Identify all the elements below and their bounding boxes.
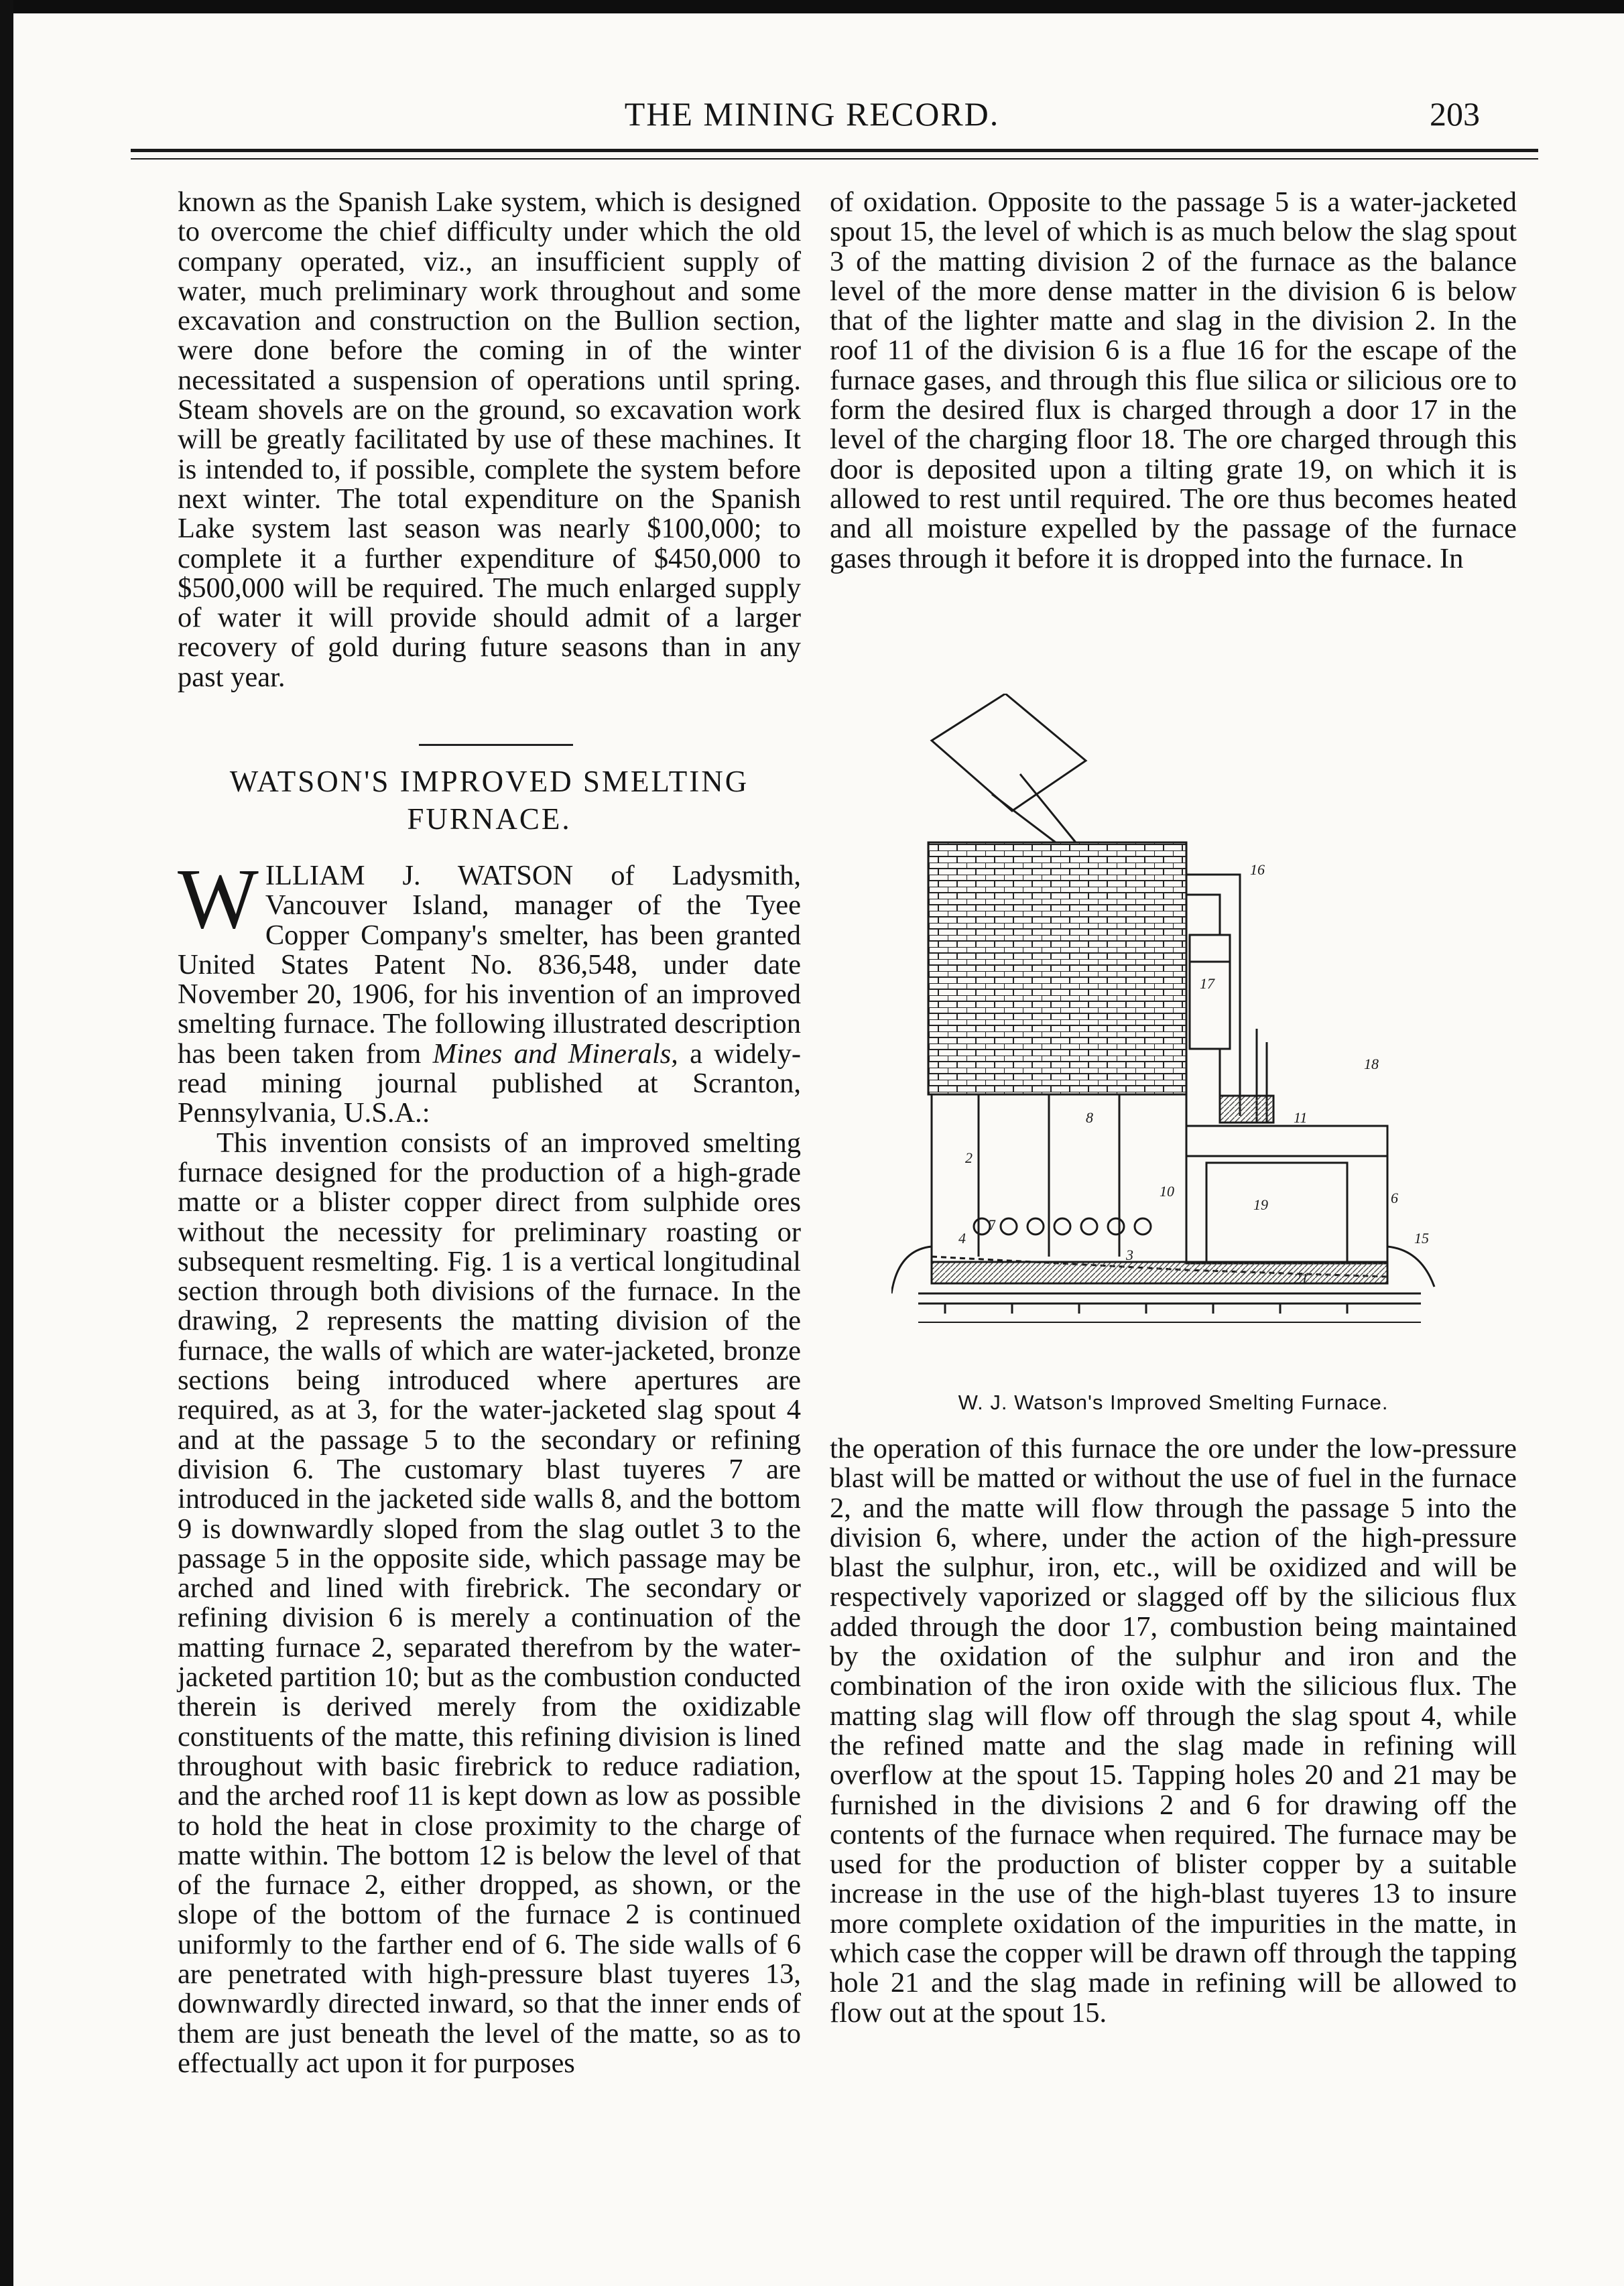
- drop-cap: W: [178, 851, 259, 946]
- running-header: [0, 94, 1624, 147]
- continued-paragraph: known as the Spanish Lake system, which is designed to overcome the chief difficulty under which the old company operated, viz., an insufficient supply of water, much preliminary work throughout and some excavation and construction on the Bullion section, were done before the coming in of the winter necessitated a suspension of operations until spring. Steam shovels are on the ground, so excavation work will be greatly facilitated by use of these machines. It is intended to, if possible, complete the system before next winter. The total expenditure on the Spanish Lake system last season was nearly $100,000; to complete it a further expenditure of $450,000 to $500,000 will be required. The much enlarged supply of water it will provide should admit of a larger recovery of gold during future seasons than in any past year.: [178, 186, 801, 693]
- intro-paragraph: [178, 851, 802, 1129]
- journal-title: THE MINING RECORD.: [624, 95, 1000, 133]
- intro-text-b: a widely-read mining journal published at Scranton, Pennsylvania, U.S.A.:: [178, 1037, 802, 1129]
- fig-label-7: 7: [989, 1216, 996, 1233]
- scan-top-edge: [0, 0, 1624, 13]
- fig-label-4: 4: [958, 1230, 966, 1247]
- fig-label-15: 15: [1414, 1230, 1429, 1247]
- fig-label-17: 17: [1200, 975, 1214, 992]
- header-rule-thin: [131, 158, 1538, 160]
- right-top-paragraph: of oxidation. Opposite to the passage 5 is a water-jacketed spout 15, the level of which is as much below the slag spout 3 of the matting division 2 of the furnace as the balance level of the more dense matter in the division 6 is below that of the lighter matte and slag in the division 2. In the roof 11 of the division 6 is a flue 16 for the escape of the furnace gases, and through this flue silica or silicious ore to form the desired flux is charged through a door 17 in the level of the charging floor 18. The ore charged through this door is deposited upon a tilting grate 19, on which it is allowed to rest until required. The ore thus becomes heated and all moisture expelled by the passage of the furnace gases through it before it is dropped into the furnace. In: [830, 186, 1517, 574]
- header-rule-thick: [131, 149, 1538, 152]
- fig-label-21: 21: [1294, 1270, 1308, 1287]
- right-bottom-paragraph: the operation of this furnace the ore under the low-pressure blast will be matted or without the use of fuel in the furnace 2, and the matte will flow through the passage 5 into the division 6, where, under the action of the high-pressure blast the sulphur, iron, etc., will be oxidized and will be respectively vaporized or slagged off by the silicious flux added through the door 17, combustion being maintained by the oxidation of the sulphur and iron and the combination of the iron oxide with the silicious flux. The matting slag will flow off through the slag spout 4, while the refined matte and the slag made in refining will overflow at the spout 15. Tapping holes 20 and 21 may be furnished in the divisions 2 and 6 for drawing off the contents of the furnace when required. The furnace may be used for the production of blister copper by a suitable increase in the use of the high-blast tuyeres 13 to insure more complete oxidation of the impurities in the matte, in which case the copper will be drawn off through the tapping hole 21 and the slag made in refining will be allowed to flow out at the spout 15.: [830, 1433, 1517, 2029]
- intro-text-a: ILLIAM J. WATSON of Ladysmith, Vancouver Island, manager of the Tyee Copper Company's smelter, has been granted United States Patent No. 836,548, under date November 20, 1906, for his invention of an improved smelting furnace. The following illustrated description has been taken from: [178, 860, 801, 1070]
- left-column-continuation: [178, 188, 801, 692]
- right-column-bottom: [830, 1434, 1517, 2028]
- article-separator: [419, 744, 573, 746]
- left-column-article: [178, 851, 802, 2079]
- fig-label-2: 2: [965, 1149, 973, 1166]
- fig-label-3: 3: [1126, 1247, 1133, 1263]
- body-paragraph: This invention consists of an improved smelting furnace designed for the production of a high-grade matte or a blister copper direct from sulphide ores without the necessity for preliminary roasting or subsequent resmelting. Fig. 1 is a vertical longitudinal section through both divisions of the furnace. In the drawing, 2 represents the matting division of the furnace, the walls of which are water-jacketed, bronze sections being introduced where apertures are required, as at 3, for the water-jacketed slag spout 4 and at the passage 5 to the secondary or refining division 6. The customary blast tuyeres 7 are introduced in the jacketed side walls 8, and the bottom 9 is downwardly sloped from the slag outlet 3 to the passage 5 in the opposite side, which passage may be arched and lined with firebrick. The secondary or refining division 6 is merely a continuation of the matting furnace 2, separated therefrom by the water-jacketed partition 10; but as the combustion conducted therein is derived merely from the oxidizable constituents of the matte, this refining division is lined throughout with basic firebrick to reduce radiation, and the arched roof 11 is kept down as low as possible to hold the heat in close proximity to the charge of matte within. The bottom 12 is below the level of that of the furnace 2, either dropped, as shown, or the slope of the bottom of the furnace 2 is continued uniformly to the farther end of 6. The side walls of 6 are penetrated with high-pressure blast tuyeres 13, downwardly directed inward, so that the inner ends of them are just beneath the level of the matte, so as to effectually act upon it for purposes: [178, 1127, 801, 2079]
- fig-label-8: 8: [1086, 1109, 1093, 1126]
- article-headline: [178, 763, 801, 838]
- right-column-top: [830, 188, 1517, 574]
- figure-caption: W. J. Watson's Improved Smelting Furnace.: [958, 1391, 1389, 1414]
- headline-line-2: FURNACE.: [407, 802, 572, 836]
- fig-label-18: 18: [1364, 1056, 1379, 1072]
- scan-left-edge: [0, 0, 13, 2286]
- fig-label-19: 19: [1253, 1196, 1268, 1213]
- fig-label-11: 11: [1294, 1109, 1308, 1126]
- headline-line-1: WATSON'S IMPROVED SMELTING: [229, 765, 749, 798]
- page-number: 203: [1430, 95, 1480, 133]
- fig-label-16: 16: [1250, 861, 1265, 878]
- source-journal-name: Mines and Minerals,: [432, 1037, 678, 1070]
- fig-label-10: 10: [1160, 1183, 1174, 1200]
- furnace-section-figure: [891, 694, 1475, 1387]
- fig-label-6: 6: [1391, 1190, 1398, 1206]
